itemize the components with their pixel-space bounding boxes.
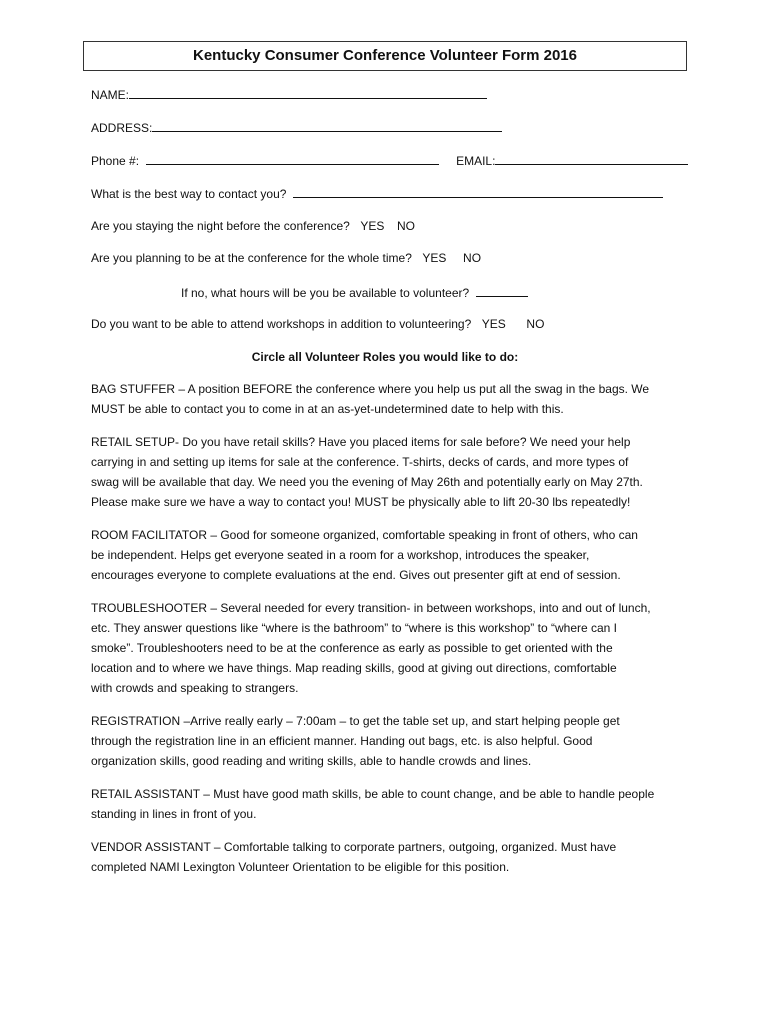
role-retail-assistant[interactable]: [91, 784, 691, 824]
name-row: [91, 86, 487, 103]
role-line: standing in lines in front of you.: [91, 807, 257, 821]
email-blank[interactable]: [495, 152, 688, 165]
role-line: be independent. Helps get everyone seated in a room for a workshop, introduces the speaker,: [91, 548, 590, 562]
role-line: RETAIL ASSISTANT – Must have good math skills, be able to count change, and be able to handle people: [91, 787, 655, 801]
role-line: Please make sure we have a way to contact you! MUST be physically able to lift 20-30 lbs repeatedly!: [91, 495, 631, 509]
role-line: encourages everyone to complete evaluations at the end. Gives out presenter gift at end of session.: [91, 568, 621, 582]
address-blank[interactable]: [152, 119, 502, 132]
role-vendor-assistant[interactable]: [91, 837, 691, 877]
role-line: VENDOR ASSISTANT – Comfortable talking to corporate partners, outgoing, organized. Must have: [91, 840, 617, 854]
workshops-row: [91, 316, 544, 332]
contact-row: [91, 185, 663, 202]
form-title: Kentucky Consumer Conference Volunteer Form 2016: [83, 41, 687, 71]
name-label: NAME:: [91, 88, 130, 102]
role-line: ROOM FACILITATOR – Good for someone organized, comfortable speaking in front of others, who can: [91, 528, 638, 542]
role-line: REGISTRATION –Arrive really early – 7:00am – to get the table set up, and start helping people get: [91, 714, 620, 728]
whole-time-no-option[interactable]: NO: [463, 251, 482, 265]
workshops-yes-option[interactable]: YES: [481, 317, 506, 331]
whole-time-yes-option[interactable]: YES: [422, 251, 447, 265]
hours-row: [181, 284, 528, 301]
role-line: carrying in and setting up items for sale at the conference. T-shirts, decks of cards, and more types of: [91, 455, 629, 469]
contact-blank[interactable]: [293, 185, 663, 198]
role-line: completed NAMI Lexington Volunteer Orientation to be eligible for this position.: [91, 860, 510, 874]
role-line: MUST be able to contact you to come in at an as-yet-undetermined date to help with this.: [91, 402, 564, 416]
contact-question: What is the best way to contact you?: [91, 187, 287, 201]
role-line: RETAIL SETUP- Do you have retail skills? Have you placed items for sale before? We need your help: [91, 435, 631, 449]
hours-blank[interactable]: [476, 284, 528, 297]
role-bag-stuffer[interactable]: [91, 379, 691, 419]
phone-email-row: [91, 152, 688, 169]
phone-label: Phone #:: [91, 154, 140, 168]
address-label: ADDRESS:: [91, 121, 153, 135]
role-retail-setup[interactable]: [91, 432, 691, 512]
role-troubleshooter[interactable]: [91, 598, 691, 698]
role-line: smoke”. Troubleshooters need to be at the conference as early as possible to get oriented with the: [91, 641, 613, 655]
role-room-facilitator[interactable]: [91, 525, 691, 585]
roles-heading: Circle all Volunteer Roles you would like to do:: [251, 350, 519, 364]
email-label: EMAIL:: [456, 154, 496, 168]
role-line: through the registration line in an efficient manner. Handing out bags, etc. is also helpful. Good: [91, 734, 593, 748]
workshops-question: Do you want to be able to attend workshops in addition to volunteering?: [91, 317, 472, 331]
role-line: swag will be available that day. We need you the evening of May 26th and potentially early on May 27th.: [91, 475, 643, 489]
stay-yes-option[interactable]: YES: [360, 219, 385, 233]
hours-question: If no, what hours will be you be available to volunteer?: [181, 286, 470, 300]
role-line: etc. They answer questions like “where is the bathroom” to “where is this workshop” to “where can I: [91, 621, 618, 635]
whole-time-row: [91, 250, 481, 266]
stay-row: [91, 218, 415, 234]
role-line: TROUBLESHOOTER – Several needed for every transition- in between workshops, into and out of lunch,: [91, 601, 651, 615]
phone-blank[interactable]: [146, 152, 439, 165]
role-line: organization skills, good reading and writing skills, able to handle crowds and lines.: [91, 754, 532, 768]
role-line: BAG STUFFER – A position BEFORE the conference where you help us put all the swag in the bags. We: [91, 382, 650, 396]
role-line: location and to where we have things. Map reading skills, good at giving out directions, comfortable: [91, 661, 617, 675]
whole-time-question: Are you planning to be at the conference for the whole time?: [91, 251, 412, 265]
name-blank[interactable]: [129, 86, 487, 99]
stay-question: Are you staying the night before the conference?: [91, 219, 350, 233]
address-row: [91, 119, 502, 136]
role-registration[interactable]: [91, 711, 691, 771]
role-line: with crowds and speaking to strangers.: [91, 681, 299, 695]
workshops-no-option[interactable]: NO: [526, 317, 545, 331]
stay-no-option[interactable]: NO: [397, 219, 416, 233]
